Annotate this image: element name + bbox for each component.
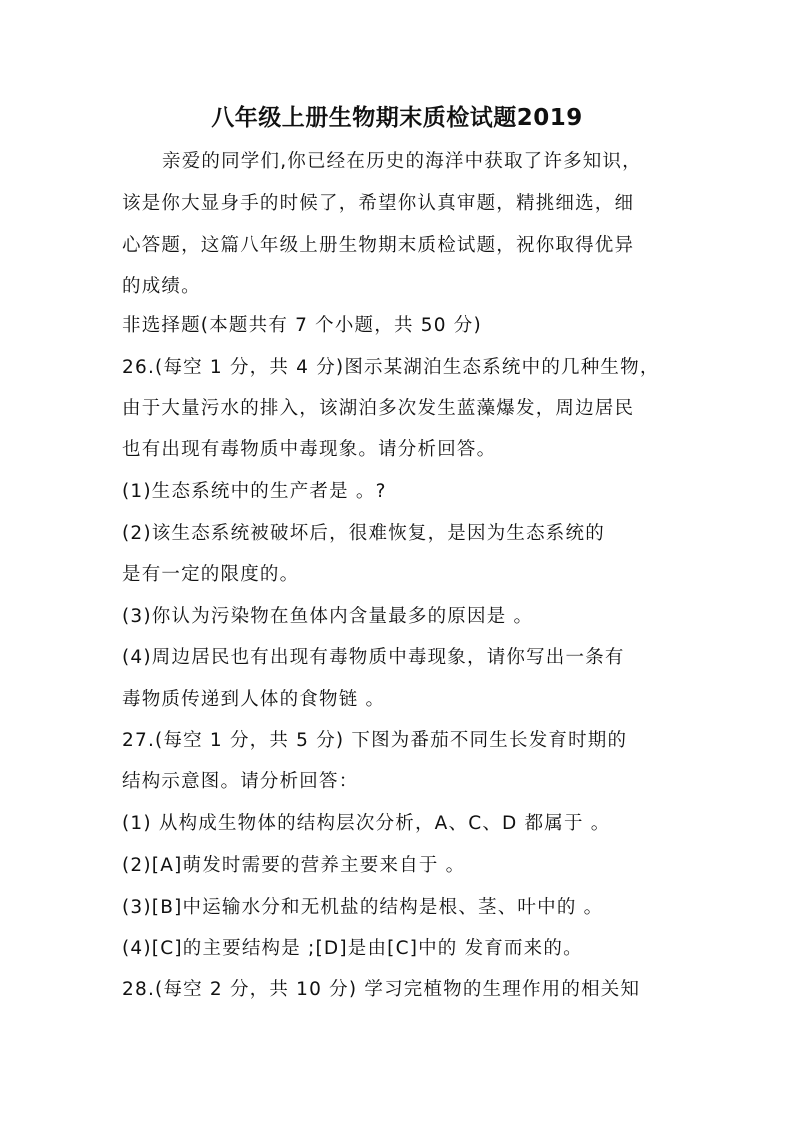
question-27-sub-2: (2)[A]萌发时需要的营养主要来自于 。 [122, 855, 466, 876]
question-26-line-3: 也有出现有毒物质中毒现象。请分析回答。 [122, 439, 497, 460]
section-heading: 非选择题(本题共有 7 个小题，共 50 分) [122, 315, 482, 336]
question-26-sub-4-line-1: (4)周边居民也有出现有毒物质中毒现象，请你写出一条有 [122, 647, 625, 668]
question-27-sub-3: (3)[B]中运输水分和无机盐的结构是根、茎、叶中的 。 [122, 897, 604, 918]
question-26-sub-2-line-2: 是有一定的限度的。 [122, 564, 300, 585]
intro-line-2: 该是你大显身手的时候了，希望你认真审题，精挑细选，细 [122, 193, 635, 214]
question-26-sub-4-line-2: 毒物质传递到人体的食物链 。 [122, 689, 386, 710]
intro-line-4: 的成绩。 [122, 276, 201, 297]
question-28-line-1: 28.(每空 2 分，共 10 分) 学习完植物的生理作用的相关知 [122, 979, 641, 1000]
question-26-sub-3: (3)你认为污染物在鱼体内含量最多的原因是 。 [122, 606, 534, 627]
intro-line-1: 亲爱的同学们,你已经在历史的海洋中获取了许多知识， [162, 151, 642, 172]
question-26-sub-1: (1)生态系统中的生产者是 。? [122, 481, 387, 502]
page-title: 八年级上册生物期末质检试题2019 [211, 105, 583, 131]
question-26-sub-2-line-1: (2)该生态系统被破坏后，很难恢复，是因为生态系统的 [122, 523, 605, 544]
intro-line-3: 心答题，这篇八年级上册生物期末质检试题，祝你取得优异 [122, 235, 635, 256]
question-27-line-2: 结构示意图。请分析回答： [122, 771, 359, 792]
question-26-line-1: 26.(每空 1 分，共 4 分)图示某湖泊生态系统中的几种生物， [122, 357, 660, 378]
question-26-line-2: 由于大量污水的排入，该湖泊多次发生蓝藻爆发，周边居民 [122, 398, 635, 419]
question-27-sub-4: (4)[C]的主要结构是 ;[D]是由[C]中的 发育而来的。 [122, 938, 583, 959]
question-27-line-1: 27.(每空 1 分，共 5 分) 下图为番茄不同生长发育时期的 [122, 730, 628, 751]
question-27-sub-1: (1) 从构成生物体的结构层次分析，A、C、D 都属于 。 [122, 813, 611, 834]
